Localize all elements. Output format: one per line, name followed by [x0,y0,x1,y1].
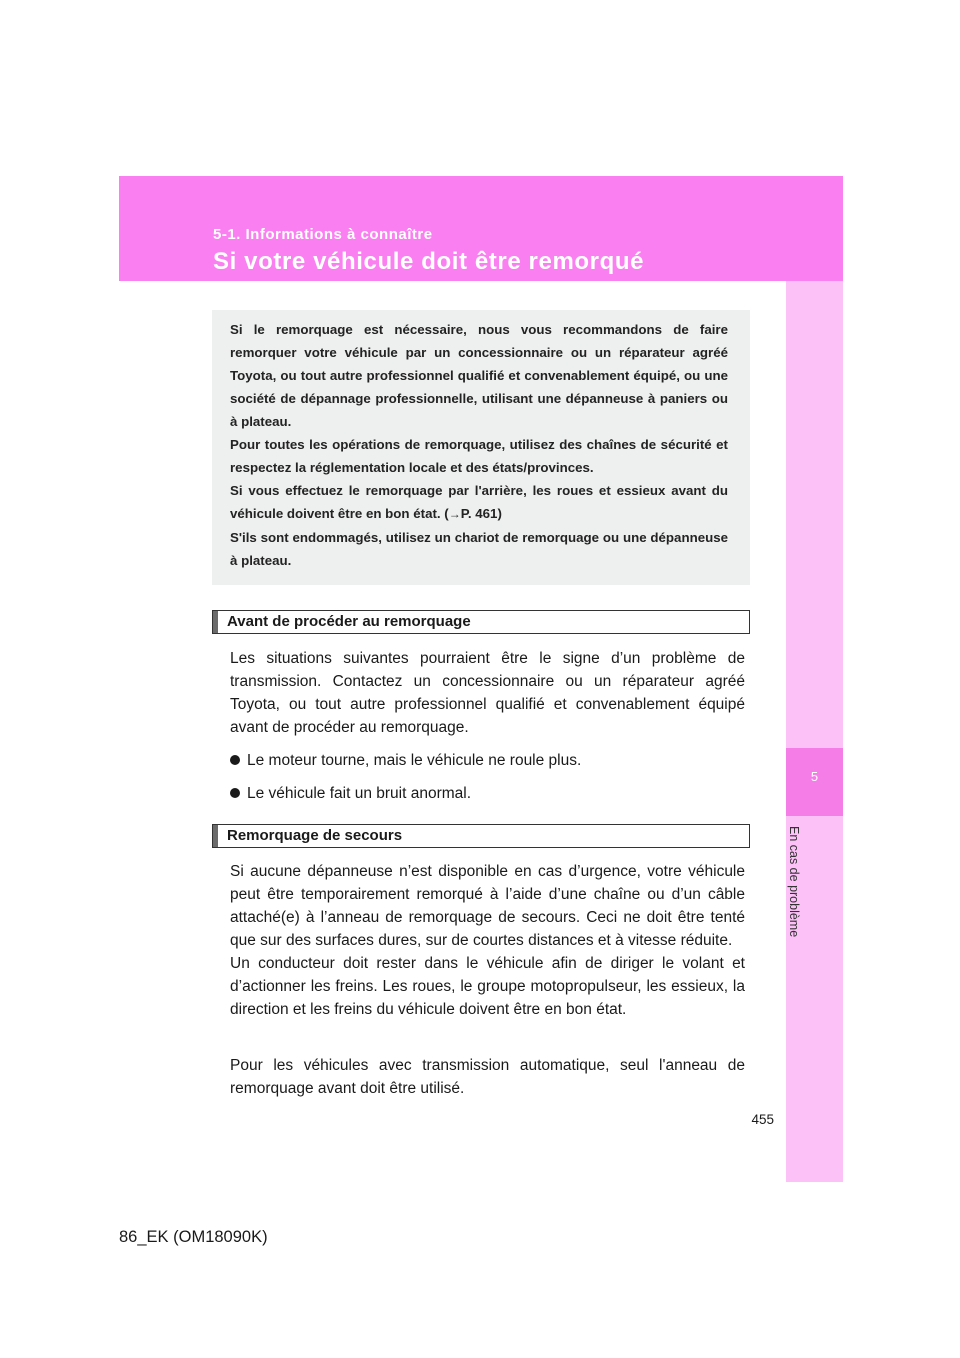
bullet-icon [230,788,240,798]
body-paragraph: Si aucune dépanneuse n’est disponible en cas d’urgence, votre véhicule peut être temporairement remorqué à l’aide d’une chaîne ou d’un câble attaché(e) à l’anneau de remorquage de secours. Ceci ne doit être tenté que sur des surfaces dures, sur de courtes distances et à vitesse réduite. [230,863,745,949]
bullet-item [230,782,745,805]
body-paragraph: Un conducteur doit rester dans le véhicule afin de diriger le volant et d’actionner les freins. Les roues, le groupe motopropulseur, les essieux, la direction et les freins du véhicule doivent être en bon état. [230,955,745,1018]
heading-bar [213,611,218,633]
section2-final-paragraph [230,1054,745,1100]
body-paragraph: Les situations suivantes pourraient être le signe d’un problème de transmission. Contactez un concessionnaire ou un réparateur agréé Toyota, ou tout autre professionnel qualifié et convenablement équipé avant de procéder au remorquage. [230,650,745,736]
intro-paragraph: Si le remorquage est nécessaire, nous vous recommandons de faire remorquer votre véhicule par un concessionnaire ou un réparateur agréé Toyota, ou tout autre professionnel qualifié et convenablement équipé, ou une société de dépannage professionnelle, utilisant une dépanneuse à paniers ou à plateau. [230,322,728,429]
intro-text [230,318,728,572]
section2-paragraphs [230,860,745,1021]
document-code: 86_EK (OM18090K) [119,1228,268,1246]
page-title: Si votre véhicule doit être remorqué [213,248,645,275]
bullet-text: Le moteur tourne, mais le véhicule ne roule plus. [247,752,582,769]
body-paragraph: Pour les véhicules avec transmission automatique, seul l'anneau de remorquage avant doit être utilisé. [230,1057,745,1097]
section1-paragraph [230,647,745,739]
section-label: 5-1. Informations à connaître [213,226,433,243]
intro-paragraph [230,479,728,526]
arrow-icon: → [448,507,461,521]
section-heading-label: Avant de procéder au remorquage [227,613,471,630]
intro-paragraph: S'ils sont endommagés, utilisez un chariot de remorquage ou une dépanneuse à plateau. [230,530,728,568]
chapter-number: 5 [810,769,819,784]
bullet-text: Le véhicule fait un bruit anormal. [247,785,472,802]
intro-paragraph: Pour toutes les opérations de remorquage, utilisez des chaînes de sécurité et respectez la réglementation locale et des états/provinces. [230,437,728,475]
intro-paragraph-text: Si vous effectuez le remorquage par l'arrière, les roues et essieux avant du véhicule doivent être en bon état. ( [230,483,728,521]
section-heading-avant [212,610,750,634]
bullet-icon [230,755,240,765]
chapter-side-strip [786,281,843,1182]
page-reference-link[interactable]: P. 461) [460,506,502,521]
section-heading-secours [212,824,750,848]
chapter-label: En cas de problème [787,826,801,938]
bullet-item [230,749,745,772]
section-heading-label: Remorquage de secours [227,827,403,844]
page-number: 455 [751,1112,774,1127]
heading-bar [213,825,218,847]
